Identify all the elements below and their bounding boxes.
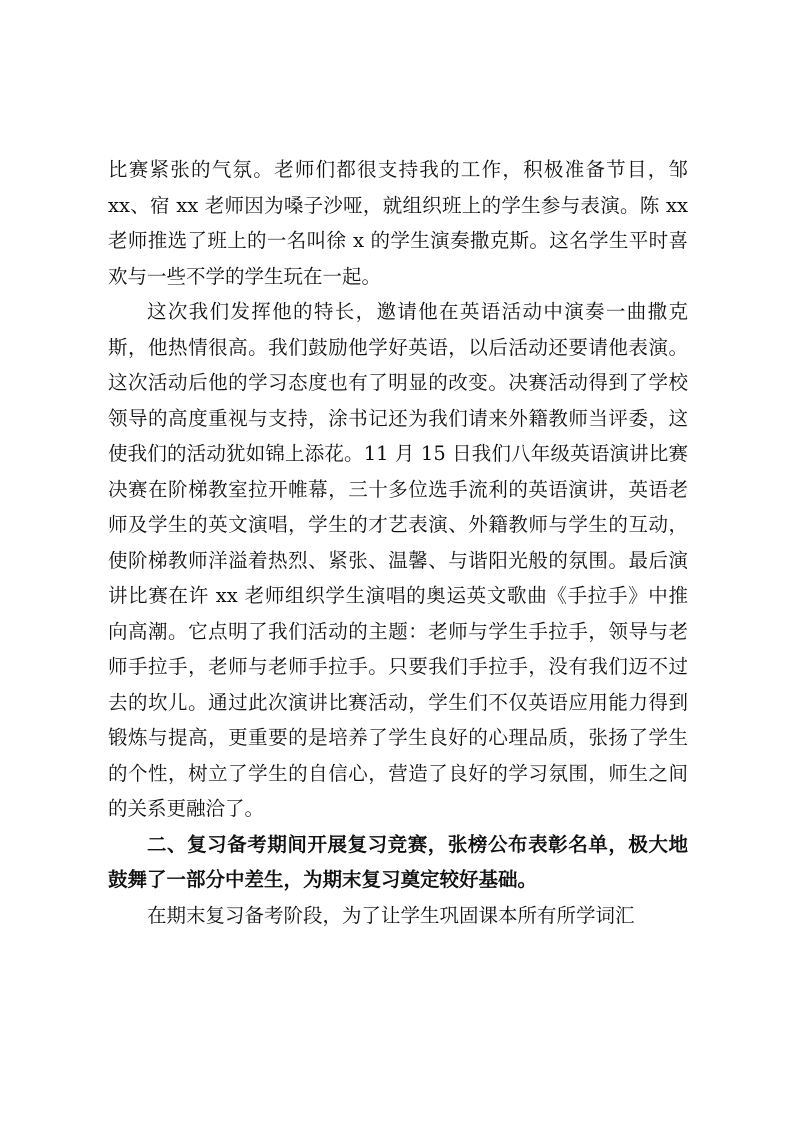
paragraph-continuation: 比赛紧张的气氛。老师们都很支持我的工作，积极准备节目，邹 xx、宿 xx 老师因为嗓子沙哑，就组织班上的学生参与表演。陈 xx 老师推选了班上的一名叫徐 x 的学生演奏撒克斯。这名学生平时喜欢与一些不学的学生玩在一起。 [108, 158, 688, 288]
document-body [108, 152, 688, 933]
paragraph-speech-contest: 这次我们发挥他的特长，邀请他在英语活动中演奏一曲撒克斯，他热情很高。我们鼓励他学好英语，以后活动还要请他表演。这次活动后他的学习态度也有了明显的改变。决赛活动得到了学校领导的高度重视与支持，涂书记还为我们请来外籍教师当评委，这使我们的活动犹如锦上添花。11 月 15 日我们八年级英语演讲比赛决赛在阶梯教室拉开帷幕，三十多位选手流利的英语演讲，英语老师及学生的英文演唱，学生的才艺表演、外籍教师与学生的互动，使阶梯教师洋溢着热烈、紧张、温馨、与谐阳光般的氛围。最后演讲比赛在许 xx 老师组织学生演唱的奥运英文歌曲《手拉手》中推向高潮。它点明了我们活动的主题：老师与学生手拉手，领导与老师手拉手，老师与老师手拉手。只要我们手拉手，没有我们迈不过去的坎儿。通过此次演讲比赛活动，学生们不仅英语应用能力得到锻炼与提高，更重要的是培养了学生良好的心理品质，张扬了学生的个性，树立了学生的自信心，营造了良好的学习氛围，师生之间的关系更融洽了。 [108, 300, 688, 820]
paragraph-final-review: 在期末复习备考阶段，为了让学生巩固课本所有所学词汇 [147, 903, 635, 927]
section-heading-review-competition: 二、复习备考期间开展复习竞赛，张榜公布表彰名单，极大地鼓舞了一部分中差生，为期末复习奠定较好基础。 [108, 832, 688, 891]
